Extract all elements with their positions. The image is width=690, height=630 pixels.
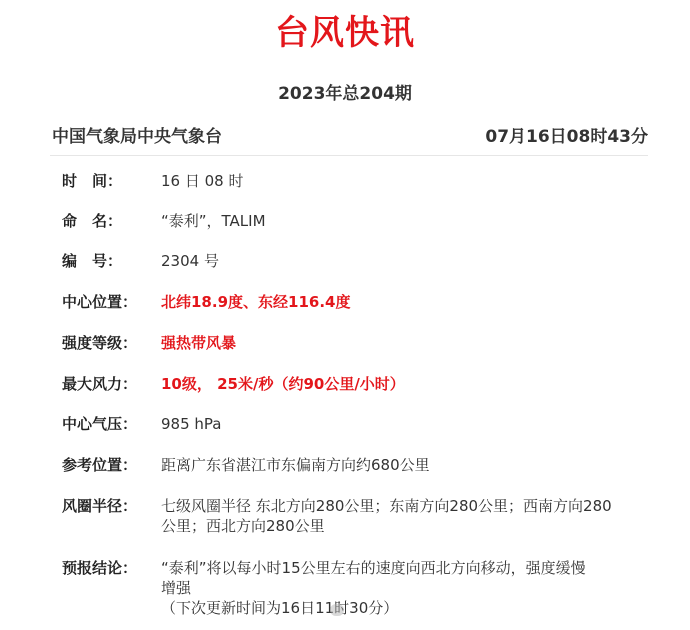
number-value: 2304 号: [161, 252, 219, 270]
center-position-label: 中心位置：: [62, 293, 138, 311]
page-title: 台风快讯: [275, 13, 415, 53]
number-label: 编 号：: [62, 252, 123, 270]
forecast-line-2: 增强: [161, 579, 192, 597]
forecast-next-update: （下次更新时间为16日11时30分）: [161, 599, 399, 617]
center-position-value: 北纬18.9度、东经116.4度: [161, 293, 351, 311]
center-pressure-value: 985 hPa: [161, 415, 222, 433]
max-wind-value: 10级， 25米/秒（约90公里/小时）: [161, 375, 405, 393]
release-time: 07月16日08时43分: [485, 127, 648, 147]
wind-radius-line-2: 公里；西北方向280公里: [161, 517, 325, 535]
name-label: 命 名：: [62, 212, 123, 230]
intensity-value: 强热带风暴: [161, 334, 237, 352]
forecast-line-1: “泰利”将以每小时15公里左右的速度向西北方向移动，强度缓慢: [161, 559, 586, 577]
agency-name: 中国气象局中央气象台: [52, 127, 222, 147]
time-label: 时 间：: [62, 172, 123, 190]
forecast-label: 预报结论：: [62, 559, 138, 577]
center-pressure-label: 中心气压：: [62, 415, 138, 433]
intensity-label: 强度等级：: [62, 334, 138, 352]
name-value: “泰利”，TALIM: [161, 212, 266, 230]
issue-number: 2023年总204期: [278, 84, 412, 104]
forecast-value: [161, 558, 641, 618]
max-wind-label: 最大风力：: [62, 375, 138, 393]
reference-position-label: 参考位置：: [62, 456, 138, 474]
wind-radius-label: 风圈半径：: [62, 497, 138, 515]
wind-radius-value: [161, 496, 641, 536]
header-divider: [50, 155, 648, 156]
reference-position-value: 距离广东省湛江市东偏南方向约680公里: [161, 456, 430, 474]
wind-radius-line-1: 七级风圈半径 东北方向280公里；东南方向280公里；西南方向280: [161, 497, 612, 515]
time-value: 16 日 08 时: [161, 172, 244, 190]
bulletin-header: [52, 124, 648, 150]
